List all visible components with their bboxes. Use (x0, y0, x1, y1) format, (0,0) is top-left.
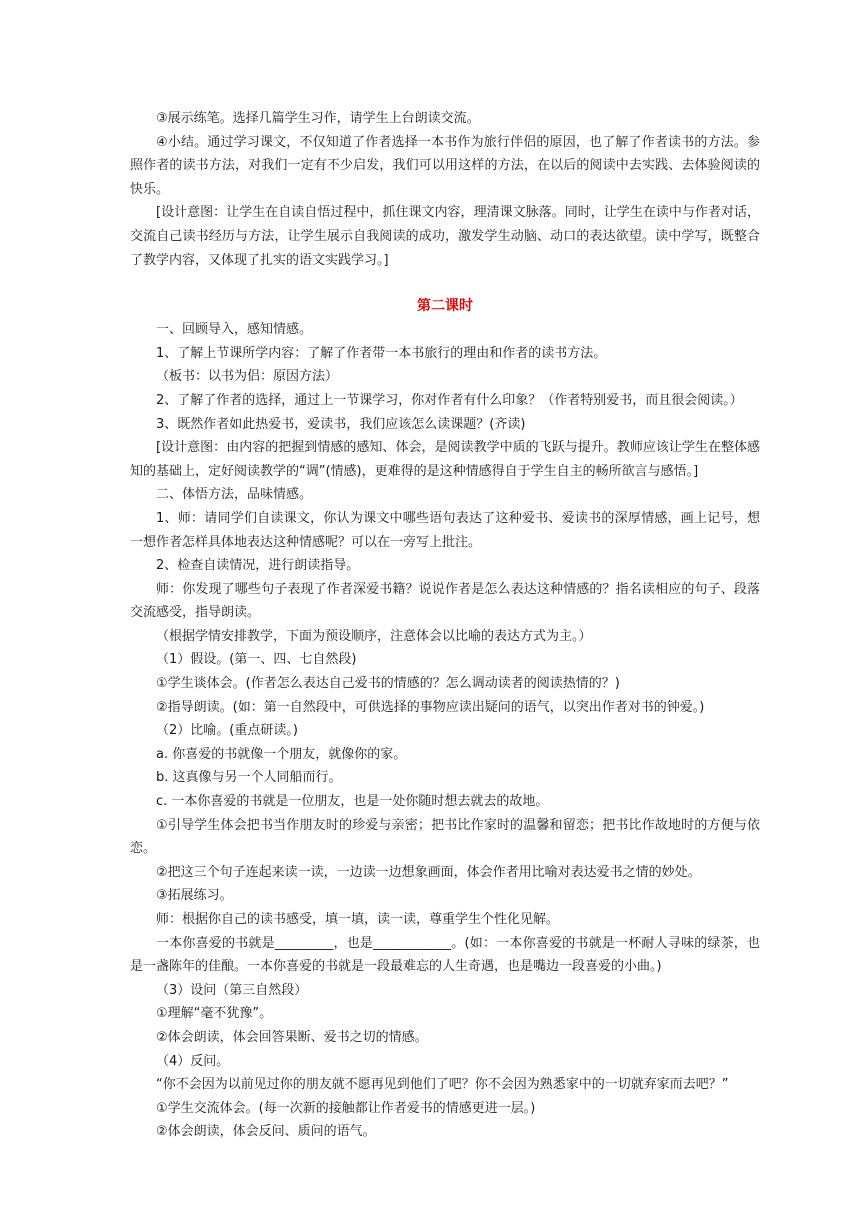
paragraph: 一本你喜爱的书就是_________，也是____________。(如：一本你喜爱的书就是一杯耐人寻味的绿茶，也是一盏陈年的佳酿。一本你喜爱的书就是一段最难忘的人生奇遇，也是嘴边一段喜爱的小曲。) (130, 935, 760, 975)
paragraph: a. 你喜爱的书就像一个朋友，就像你的家。 (156, 746, 407, 762)
paragraph: 1、师：请同学们自读课文，你认为课文中哪些语句表达了这种爱书、爱读书的深厚情感，画上记号，想一想作者怎样具体地表达这种情感呢？可以在一旁写上批注。 (130, 510, 760, 550)
paragraph: ①引导学生体会把书当作朋友时的珍爱与亲密；把书比作家时的温馨和留恋；把书比作故地时的方便与依恋。 (130, 817, 760, 857)
paragraph: “你不会因为以前见过你的朋友就不愿再见到他们了吧？你不会因为熟悉家中的一切就弃家而去吧？” (156, 1077, 729, 1093)
paragraph: ③展示练笔。选择几篇学生习作，请学生上台朗读交流。 (156, 111, 480, 126)
paragraph: ④小结。通过学习课文，不仅知道了作者选择一本书作为旅行伴侣的原因，也了解了作者读书的方法。参照作者的读书方法，对我们一定有不少启发，我们可以用这样的方法，在以后的阅读中去实践、去体验阅读的快乐。 (130, 134, 760, 197)
paragraph: （2）比喻。(重点研读。) (156, 723, 298, 739)
paragraph: 3、既然作者如此热爱书，爱读书，我们应该怎么读课题？(齐读) (156, 416, 526, 432)
design-intent-paragraph: [设计意图：由内容的把握到情感的感知、体会，是阅读教学中质的飞跃与提升。教师应该让学生在整体感知的基础上，定好阅读教学的“调”(情感)，更难得的是这种情感得自于学生自主的畅所欲言与感悟。] (130, 440, 760, 479)
paragraph: （4）反问。 (156, 1053, 230, 1069)
paragraph: ②体会朗读，体会回答果断、爱书之切的情感。 (156, 1029, 428, 1045)
paragraph: ③拓展练习。 (156, 888, 233, 904)
paragraph: 一、回顾导入，感知情感。 (156, 322, 313, 338)
paragraph: 师：根据你自己的读书感受，填一填，读一读，尊重学生个性化见解。 (156, 912, 560, 927)
paragraph: 2、了解了作者的选择，通过上一节课学习，你对作者有什么印象？（作者特别爱书，而且很会阅读。） (156, 392, 743, 408)
paragraph: 2、检查自读情况，进行朗读指导。 (156, 558, 360, 574)
paragraph: 1、了解上节课所学内容：了解了作者带一本书旅行的理由和作者的读书方法。 (156, 345, 607, 361)
section-title: 第二课时 (417, 298, 473, 315)
paragraph: b. 这真像与另一个人同船而行。 (156, 770, 342, 786)
paragraph: ①学生交流体会。(每一次新的接触都让作者爱书的情感更进一层。) (156, 1100, 536, 1116)
paragraph: （板书：以书为侣：原因方法） (156, 369, 339, 385)
paragraph: （根据学情安排教学，下面为预设顺序，注意体会以比喻的表达方式为主。） (156, 628, 592, 644)
paragraph: ②体会朗读，体会反问、质问的语气。 (156, 1124, 376, 1140)
paragraph: （3）设问（第三自然段） (156, 982, 308, 998)
paragraph: c. 一本你喜爱的书就是一位朋友，也是一处你随时想去就去的故地。 (156, 794, 549, 810)
paragraph: ②把这三个句子连起来读一读，一边读一边想象画面，体会作者用比喻对表达爱书之情的妙处。 (156, 864, 701, 880)
design-intent-paragraph: [设计意图：让学生在自读自悟过程中，抓住课文内容，理清课文脉落。同时，让学生在读中与作者对话，交流自己读书经历与方法，让学生展示自我阅读的成功，激发学生动脑、动口的表达欲望。读中学写，既整合了教学内容，又体现了扎实的语文实践学习。] (130, 205, 760, 268)
paragraph: ②指导朗读。(如：第一自然段中，可供选择的事物应读出疑问的语气，以突出作者对书的钟爱。) (156, 699, 705, 715)
paragraph: （1）假设。(第一、四、七自然段) (156, 652, 357, 668)
document-body (130, 107, 760, 1144)
paragraph: 师：你发现了哪些句子表现了作者深爱书籍？说说作者是怎么表达这种情感的？指名读相应的句子、段落交流感受，指导朗读。 (130, 581, 760, 621)
paragraph: 二、体悟方法，品味情感。 (156, 487, 313, 503)
paragraph: ①学生谈体会。(作者怎么表达自己爱书的情感的？怎么调动读者的阅读热情的？) (156, 676, 620, 692)
paragraph: ①理解“毫不犹豫”。 (156, 1006, 273, 1022)
